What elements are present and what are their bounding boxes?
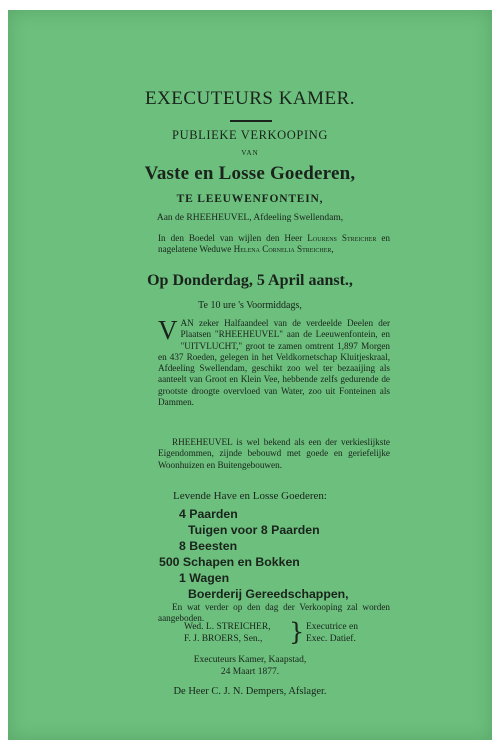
poster-sheet — [8, 10, 492, 740]
list-item: 1 Wagen — [179, 571, 230, 585]
signing-date: 24 Maart 1877. — [220, 667, 280, 677]
signer-brace: } — [289, 618, 305, 646]
poster-aan-de: Aan de RHEEHEUVEL, Afdeeling Swellendam, — [156, 213, 344, 223]
main-text: AN zeker Halfaandeel van de verdeelde Deelen der Plaatsen "RHEEHEUVEL" aan de Leeuwenfontein, en "UITVLUCHT," groot te zamen omtrent 1,897 Morgen en 437 Roeden, gelegen in het Veldkornetschap Kluitjeskraal, Afdeeling Swellendam, geschikt zoo wel ter bezaaijing als aanteelt van Groot en Klein Vee, hebbende zelfs gedurende de grootste droogte overvloed van Water, zoo uit Fonteinen als Dammen. — [158, 318, 390, 408]
sale-time: Te 10 ure 's Voormiddags, — [198, 300, 302, 311]
list-item: 500 Schapen en Bokken — [159, 555, 300, 569]
drop-cap: V — [158, 315, 178, 345]
auctioneer: De Heer C. J. N. Dempers, Afslager. — [173, 686, 327, 697]
main-paragraph — [158, 315, 390, 408]
list-item: 4 Paarden — [179, 507, 238, 521]
role-1: Executrice en — [306, 622, 358, 632]
boedel-paragraph — [158, 233, 390, 256]
verder-paragraph: En wat verder op den dag der Verkooping zal worden aangeboden. — [158, 602, 390, 624]
sale-date: Op Donderdag, 5 April aanst., — [147, 272, 353, 289]
boedel-name: Lourens Streicher — [307, 233, 377, 243]
signer-2: F. J. BROERS, Sen., — [184, 634, 263, 644]
role-2: Exec. Datief. — [306, 634, 356, 644]
rheeheuvel-paragraph: RHEEHEUVEL is wel bekend als een der verkieslijkste Eigendommen, zijnde bebouwd met goede en geriefelijke Woonhuizen en Buitengebouwen. — [158, 437, 390, 470]
boedel-mid: en nagelatene Weduwe — [158, 233, 390, 255]
boedel-name2: Helena Cornelia Streicher — [233, 244, 332, 255]
levende-heading: Levende Have en Losse Goederen: — [173, 490, 327, 502]
title-rule — [230, 120, 272, 122]
list-item: Boerderij Gereedschappen, — [188, 587, 349, 601]
boedel-text: In den Boedel van wijlen den Heer — [158, 233, 308, 243]
signing-place: Executeurs Kamer, Kaapstad, — [193, 655, 307, 665]
poster-van: VAN — [241, 149, 259, 157]
list-item: 8 Beesten — [179, 539, 238, 553]
poster-subtitle: PUBLIEKE VERKOOPING — [172, 128, 328, 142]
boedel-end: , — [331, 244, 334, 255]
list-item: Tuigen voor 8 Paarden — [188, 523, 320, 537]
poster-headline: Vaste en Losse Goederen, — [144, 163, 356, 184]
signer-1: Wed. L. STREICHER, — [184, 622, 271, 632]
poster-title: EXECUTEURS KAMER. — [144, 88, 356, 109]
poster-location: TE LEEUWENFONTEIN, — [176, 193, 324, 205]
